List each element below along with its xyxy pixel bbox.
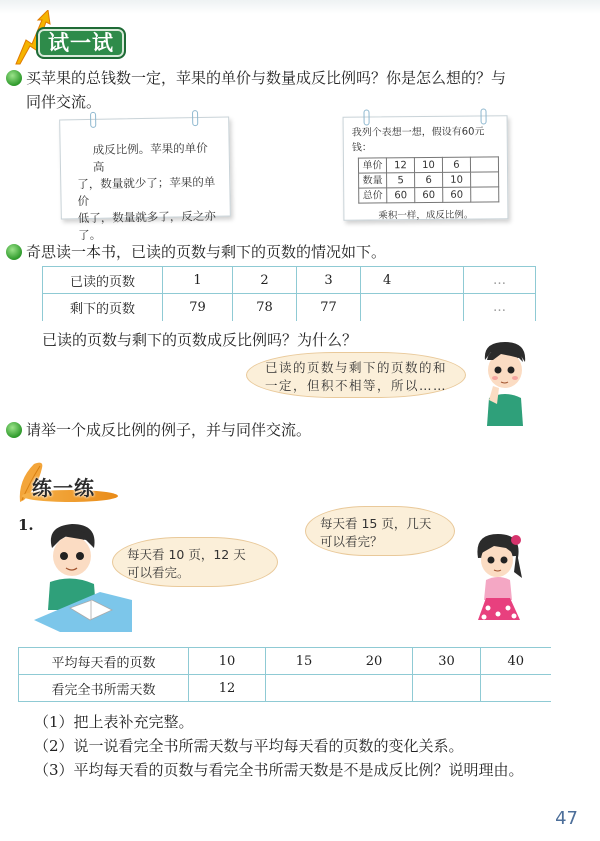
table-row: 剩下的页数 79 78 77 … [43, 294, 536, 321]
subquestion-1: （1）把上表补充完整。 [34, 713, 194, 731]
reading-boy-illustration [30, 520, 140, 635]
speech-bubble-boy: 已读的页数与剩下的页数的和 一定，但积不相等，所以…… [246, 352, 466, 398]
answer-cell[interactable] [413, 675, 481, 702]
section-title-practice: 练一练 [32, 476, 95, 500]
top-margin [0, 0, 600, 14]
handwritten-note-left: 成反比例。苹果的单价高 了，数量就少了；苹果的单价 低了，数量就多了，反之亦了。 [59, 117, 231, 220]
days-to-finish-table [18, 647, 551, 702]
question-inverse-proportion: 已读的页数与剩下的页数成反比例吗？为什么？ [42, 331, 358, 349]
page-number: 47 [555, 808, 578, 829]
bullet-dot-icon [6, 70, 22, 86]
answer-cell[interactable]: 12 [189, 675, 266, 702]
note-price-table [358, 156, 499, 203]
subquestion-2: （2）说一说看完全书所需天数与平均每天看的页数的变化关系。 [34, 737, 464, 755]
table-row: 单价 12 10 6 [358, 157, 498, 173]
thinking-boy-illustration [475, 338, 535, 428]
table-row: 数量 5 6 10 [359, 172, 499, 188]
question-example: 请举一个成反比例的例子，并与同伴交流。 [26, 421, 312, 439]
exercise-number: 1. [18, 516, 34, 534]
speech-bubble-boy-reading: 每天看 10 页，12 天 可以看完。 [112, 537, 278, 587]
section-title-try: 试一试 [36, 27, 126, 59]
answer-cell[interactable] [481, 675, 551, 702]
table-row: 总价 60 60 60 [359, 187, 499, 203]
handwritten-note-right: 我列个表想一想，假设有60元钱： 单价 12 10 6 数量 5 6 10 总价 60 60 60 乘积一样，成反比例。 [343, 115, 509, 220]
question-apples: 买苹果的总钱数一定，苹果的单价与数量成反比例吗？你是怎么想的？与 同伴交流。 [26, 69, 507, 111]
paper-clip-icon [363, 109, 369, 125]
pages-read-table [42, 266, 536, 321]
table-row: 平均每天看的页数 10 15 20 30 40 [19, 648, 551, 675]
table-row: 看完全书所需天数 12 [19, 675, 551, 702]
bullet-dot-icon [6, 422, 22, 438]
paper-clip-icon [192, 110, 198, 126]
girl-illustration [466, 528, 530, 628]
answer-cell[interactable] [266, 675, 413, 702]
bullet-dot-icon [6, 244, 22, 260]
paper-clip-icon [90, 112, 96, 128]
question-reading-intro: 奇思读一本书，已读的页数与剩下的页数的情况如下。 [26, 243, 387, 261]
paper-clip-icon [480, 108, 486, 124]
table-row: 已读的页数 1 2 3 4 … [43, 267, 536, 294]
speech-bubble-girl: 每天看 15 页，几天 可以看完？ [305, 506, 455, 556]
subquestion-3: （3）平均每天看的页数与看完全书所需天数是不是成反比例？说明理由。 [34, 761, 524, 779]
